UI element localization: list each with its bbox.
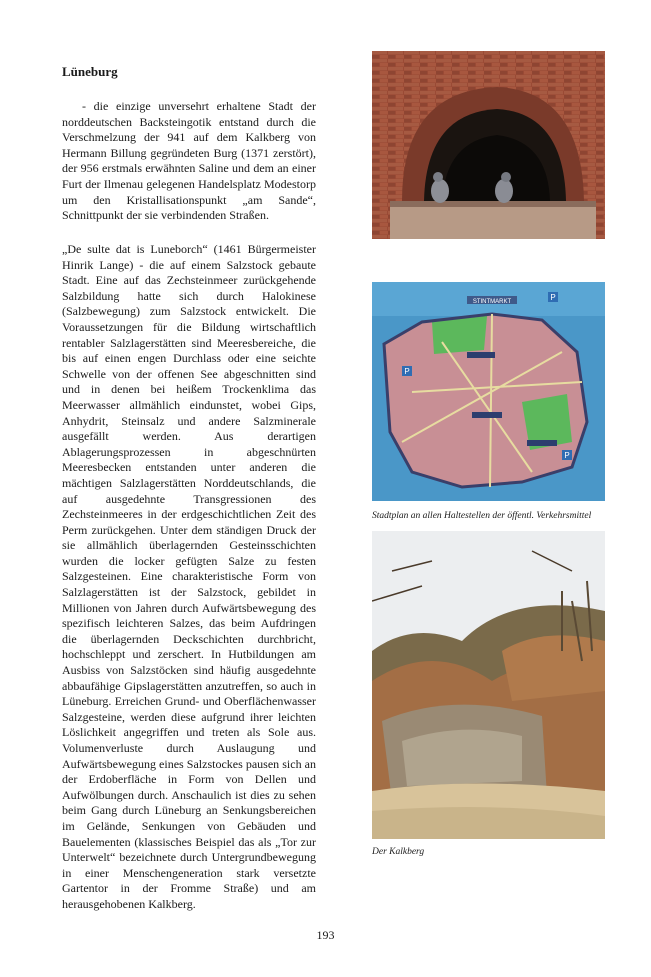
intro-paragraph bbox=[62, 99, 316, 224]
parking-icon: P bbox=[550, 293, 556, 302]
article-title: Lüneburg bbox=[62, 64, 118, 79]
kalkberg-caption: Der Kalkberg bbox=[372, 847, 425, 857]
kalkberg-photo bbox=[372, 531, 605, 839]
page-number: 193 bbox=[316, 928, 335, 942]
map-street-label: STINTMARKT bbox=[472, 299, 512, 305]
paragraph-1: - die einzige unversehrt erhaltene Stadt der norddeutschen Backsteingotik entstand durch die Verschmelzung der 941 auf dem Kalkberg von Hermann Billung gegründeten Burg (1371 zerstört), der 956 erstmals erwähnten Saline und dem an einer Furt der Ilmenau gelegenen Handelsplatz Modestorp um den Kristallisationspunkt „am Sande“, Schnittpunkt der sie verbindenden Straßen. bbox=[62, 99, 316, 223]
body-paragraph bbox=[62, 242, 316, 913]
parking-icon: P bbox=[564, 451, 570, 460]
paragraph-2: „De sulte dat is Luneborch“ (1461 Bürgermeister Hinrik Lange) - die auf einem Salzstock gebaute Stadt. Eine auf das Zechsteinmeer zurückgehende Salzbildung hatte sich durch Halokinese (Salzbewegung) zum Salzstock entwickelt. Die Voraussetzungen für die Bildung wirtschaftlich rentabler Salzlagerstätten sind Meeresbereiche, die bis auf einen engen Durchlass oder eine seichte Schwelle von der offenen See abgeschnitten sind und in denen bei heißem Trockenklima das Meerwasser allmählich eindunstet, wobei Gips, Anhydrit, Steinsalz und andere Salzminerale ausgefällt werden. Aus derartigen Ablagerungsprozessen in abgeschnürten Meeresbecken entstanden unter anderen die mächtigen Salzlagerstätten Norddeutschlands, die auf ausgedehnte Transgressionen des Zechsteinmeeres in der erdgeschichtlichen Zeit des Perm zurückgehen. Unter dem ständigen Druck der sie allmählich überlagernden Gesteinsschichten wurden die locker gefügten Salze zu festen Salzgesteinen. Eine charakteristische Form von Salzlagerstätten ist der Salzstock, gebildet in Millionen von Jahren durch Aufwärtsbewegung des spezifisch leichteren Salzes, das beim Aufdringen die überlagernden Deckschichten durchbricht, hochschleppt und zerschert. In Hutbildungen am Ausbiss von Salzstöcken sind häufig ausgedehnte abbaufähige Gipslagerstätten anzutreffen, so auch in Lüneburg. Erreichen Grund- und Oberflächenwasser Salzgesteine, werden diese aufgrund ihrer leichten Löslichkeit angegriffen und treten als Sole aus. Volumenverluste durch Auslaugung und Aufwärtsbewegung eines Salzstockes pausen sich an der Erdoberfläche in Form von Dellen und Aufwölbungen durch. Anschaulich ist dies zu sehen beim Gang durch Lüneburg an Senkungsbereichen im Gelände, Senkungen von Gebäuden und Bauelementen (klassisches Beispiel das als „Tor zur Unterwelt“ bezeichnete durch Untergrundbewegung in einer Menschengeneration stark versetzte Gartentor in der Fromme Straße) und am herausgehobenen Kalkberg. bbox=[62, 242, 316, 911]
map-caption: Stadtplan an allen Haltestellen der öffentl. Verkehrsmittel bbox=[372, 511, 592, 521]
city-map-photo bbox=[372, 282, 605, 501]
parking-icon: P bbox=[404, 367, 410, 376]
brick-arch-photo bbox=[372, 51, 605, 239]
